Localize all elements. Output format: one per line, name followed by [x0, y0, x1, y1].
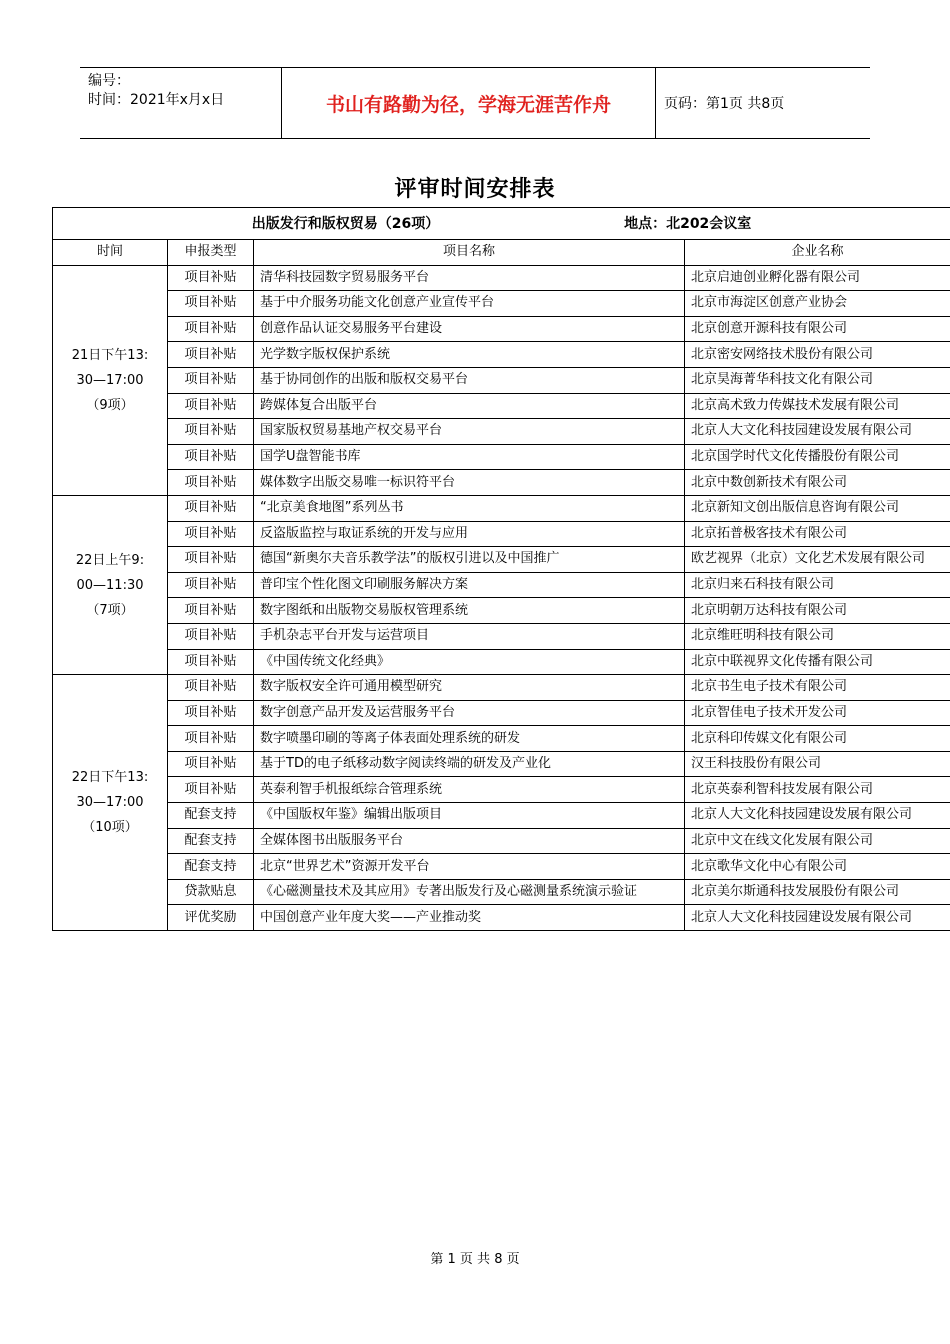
project-name-cell: 基于中介服务功能文化创意产业宣传平台 [254, 291, 685, 317]
table-row [53, 444, 950, 470]
time-slot-line: 22日上午9: [75, 552, 145, 568]
application-type-cell: 项目补贴 [168, 700, 254, 726]
company-name-cell: 北京明朝万达科技有限公司 [685, 598, 950, 624]
header-time-label: 时间：2021年x月x日 [88, 92, 225, 108]
table-row [53, 777, 950, 803]
application-type-cell: 配套支持 [168, 803, 254, 829]
column-header-project: 项目名称 [254, 240, 685, 266]
project-name-cell: 数字创意产品开发及运营服务平台 [254, 700, 685, 726]
project-name-cell: 《中国传统文化经典》 [254, 649, 685, 675]
table-row [53, 316, 950, 342]
time-slot-line: （7项） [86, 602, 134, 618]
project-name-cell: 数字版权安全许可通用模型研究 [254, 675, 685, 701]
time-slot-line: （9项） [86, 397, 134, 413]
application-type-cell: 项目补贴 [168, 751, 254, 777]
company-name-cell: 北京启迪创业孵化器有限公司 [685, 265, 950, 291]
company-name-cell: 北京拓普极客技术有限公司 [685, 521, 950, 547]
application-type-cell: 项目补贴 [168, 521, 254, 547]
company-name-cell: 北京人大文化科技园建设发展有限公司 [685, 803, 950, 829]
table-row [53, 598, 950, 624]
section-title-cell [53, 208, 950, 240]
application-type-cell: 项目补贴 [168, 419, 254, 445]
header-number-label: 编号： [88, 73, 130, 89]
table-row [53, 726, 950, 752]
application-type-cell: 项目补贴 [168, 547, 254, 573]
column-header-company: 企业名称 [685, 240, 950, 266]
application-type-cell: 项目补贴 [168, 265, 254, 291]
project-name-cell: 基于TD的电子纸移动数字阅读终端的研发及产业化 [254, 751, 685, 777]
project-name-cell: “北京美食地图”系列丛书 [254, 495, 685, 521]
company-name-cell: 北京高术致力传媒技术发展有限公司 [685, 393, 950, 419]
company-name-cell: 北京昊海菁华科技文化有限公司 [685, 367, 950, 393]
company-name-cell: 北京科印传媒文化有限公司 [685, 726, 950, 752]
application-type-cell: 贷款贴息 [168, 879, 254, 905]
company-name-cell: 北京归来石科技有限公司 [685, 572, 950, 598]
application-type-cell: 项目补贴 [168, 367, 254, 393]
application-type-cell: 评优奖励 [168, 905, 254, 931]
application-type-cell: 项目补贴 [168, 470, 254, 496]
application-type-cell: 项目补贴 [168, 495, 254, 521]
time-slot-line: 22日下午13: [71, 770, 149, 786]
table-row [53, 342, 950, 368]
table-row [53, 495, 950, 521]
time-slot-cell [53, 675, 168, 931]
project-name-cell: 国家版权贸易基地产权交易平台 [254, 419, 685, 445]
table-row [53, 470, 950, 496]
application-type-cell: 项目补贴 [168, 623, 254, 649]
table-row [53, 675, 950, 701]
company-name-cell: 北京维旺明科技有限公司 [685, 623, 950, 649]
company-name-cell: 欧艺视界（北京）文化艺术发展有限公司 [685, 547, 950, 573]
column-header-time: 时间 [53, 240, 168, 266]
company-name-cell: 北京中联视界文化传播有限公司 [685, 649, 950, 675]
column-header-type: 申报类型 [168, 240, 254, 266]
project-name-cell: 反盗版监控与取证系统的开发与应用 [254, 521, 685, 547]
table-row [53, 905, 950, 931]
table-row [53, 291, 950, 317]
time-slot-line: 30—17:00 [76, 795, 144, 811]
application-type-cell: 项目补贴 [168, 649, 254, 675]
time-slot-line: 21日下午13: [71, 347, 149, 363]
company-name-cell: 北京创意开源科技有限公司 [685, 316, 950, 342]
time-slot-line: 30—17:00 [76, 372, 144, 388]
application-type-cell: 项目补贴 [168, 316, 254, 342]
project-name-cell: 光学数字版权保护系统 [254, 342, 685, 368]
project-name-cell: 国学U盘智能书库 [254, 444, 685, 470]
table-row [53, 265, 950, 291]
table-row [53, 649, 950, 675]
header-page-info: 页码：第1页 共8页 [664, 96, 785, 112]
time-slot-line: 00—11:30 [76, 577, 144, 593]
table-row [53, 393, 950, 419]
project-name-cell: 《心磁测量技术及其应用》专著出版发行及心磁测量系统演示验证 [254, 879, 685, 905]
table-row [53, 751, 950, 777]
application-type-cell: 项目补贴 [168, 444, 254, 470]
project-name-cell: 全媒体图书出版服务平台 [254, 828, 685, 854]
company-name-cell: 北京智佳电子技术开发公司 [685, 700, 950, 726]
table-row [53, 803, 950, 829]
time-slot-cell [53, 495, 168, 674]
project-name-cell: 数字喷墨印刷的等离子体表面处理系统的研发 [254, 726, 685, 752]
page-title: 评审时间安排表 [394, 177, 556, 202]
header-meta [88, 72, 224, 110]
company-name-cell: 北京市海淀区创意产业协会 [685, 291, 950, 317]
project-name-cell: 媒体数字出版交易唯一标识符平台 [254, 470, 685, 496]
table-row [53, 572, 950, 598]
section-location: 地点：北202会议室 [624, 215, 752, 232]
column-header-row [53, 240, 950, 266]
application-type-cell: 项目补贴 [168, 393, 254, 419]
table-row [53, 623, 950, 649]
table-row [53, 879, 950, 905]
project-name-cell: 清华科技园数字贸易服务平台 [254, 265, 685, 291]
project-name-cell: 数字图纸和出版物交易版权管理系统 [254, 598, 685, 624]
application-type-cell: 配套支持 [168, 828, 254, 854]
page-footer: 第 1 页 共 8 页 [430, 1252, 520, 1267]
section-title: 出版发行和版权贸易（26项） [251, 215, 440, 232]
project-name-cell: 基于协同创作的出版和版权交易平台 [254, 367, 685, 393]
project-name-cell: 德国“新奥尔夫音乐教学法”的版权引进以及中国推广 [254, 547, 685, 573]
company-name-cell: 汉王科技股份有限公司 [685, 751, 950, 777]
company-name-cell: 北京书生电子技术有限公司 [685, 675, 950, 701]
application-type-cell: 项目补贴 [168, 726, 254, 752]
page-header [80, 67, 870, 139]
company-name-cell: 北京国学时代文化传播股份有限公司 [685, 444, 950, 470]
project-name-cell: 英泰利智手机报纸综合管理系统 [254, 777, 685, 803]
time-slot-line: （10项） [82, 820, 138, 836]
table-row [53, 419, 950, 445]
table-row [53, 547, 950, 573]
time-slot-cell [53, 265, 168, 495]
application-type-cell: 项目补贴 [168, 572, 254, 598]
project-name-cell: 北京“世界艺术”资源开发平台 [254, 854, 685, 880]
company-name-cell: 北京美尔斯通科技发展股份有限公司 [685, 879, 950, 905]
company-name-cell: 北京人大文化科技园建设发展有限公司 [685, 419, 950, 445]
table-row [53, 521, 950, 547]
company-name-cell: 北京中文在线文化发展有限公司 [685, 828, 950, 854]
application-type-cell: 项目补贴 [168, 342, 254, 368]
table-row [53, 828, 950, 854]
application-type-cell: 项目补贴 [168, 291, 254, 317]
table-row [53, 367, 950, 393]
company-name-cell: 北京密安网络技术股份有限公司 [685, 342, 950, 368]
project-name-cell: 跨媒体复合出版平台 [254, 393, 685, 419]
schedule-table [52, 207, 950, 931]
company-name-cell: 北京人大文化科技园建设发展有限公司 [685, 905, 950, 931]
company-name-cell: 北京中数创新技术有限公司 [685, 470, 950, 496]
header-motto: 书山有路勤为径，学海无涯苦作舟 [281, 68, 656, 138]
section-header-row [53, 208, 950, 240]
application-type-cell: 项目补贴 [168, 675, 254, 701]
project-name-cell: 普印宝个性化图文印刷服务解决方案 [254, 572, 685, 598]
company-name-cell: 北京新知文创出版信息咨询有限公司 [685, 495, 950, 521]
project-name-cell: 创意作品认证交易服务平台建设 [254, 316, 685, 342]
application-type-cell: 项目补贴 [168, 598, 254, 624]
company-name-cell: 北京歌华文化中心有限公司 [685, 854, 950, 880]
project-name-cell: 《中国版权年鉴》编辑出版项目 [254, 803, 685, 829]
application-type-cell: 项目补贴 [168, 777, 254, 803]
table-row [53, 700, 950, 726]
table-row [53, 854, 950, 880]
project-name-cell: 手机杂志平台开发与运营项目 [254, 623, 685, 649]
project-name-cell: 中国创意产业年度大奖——产业推动奖 [254, 905, 685, 931]
application-type-cell: 配套支持 [168, 854, 254, 880]
company-name-cell: 北京英泰利智科技发展有限公司 [685, 777, 950, 803]
